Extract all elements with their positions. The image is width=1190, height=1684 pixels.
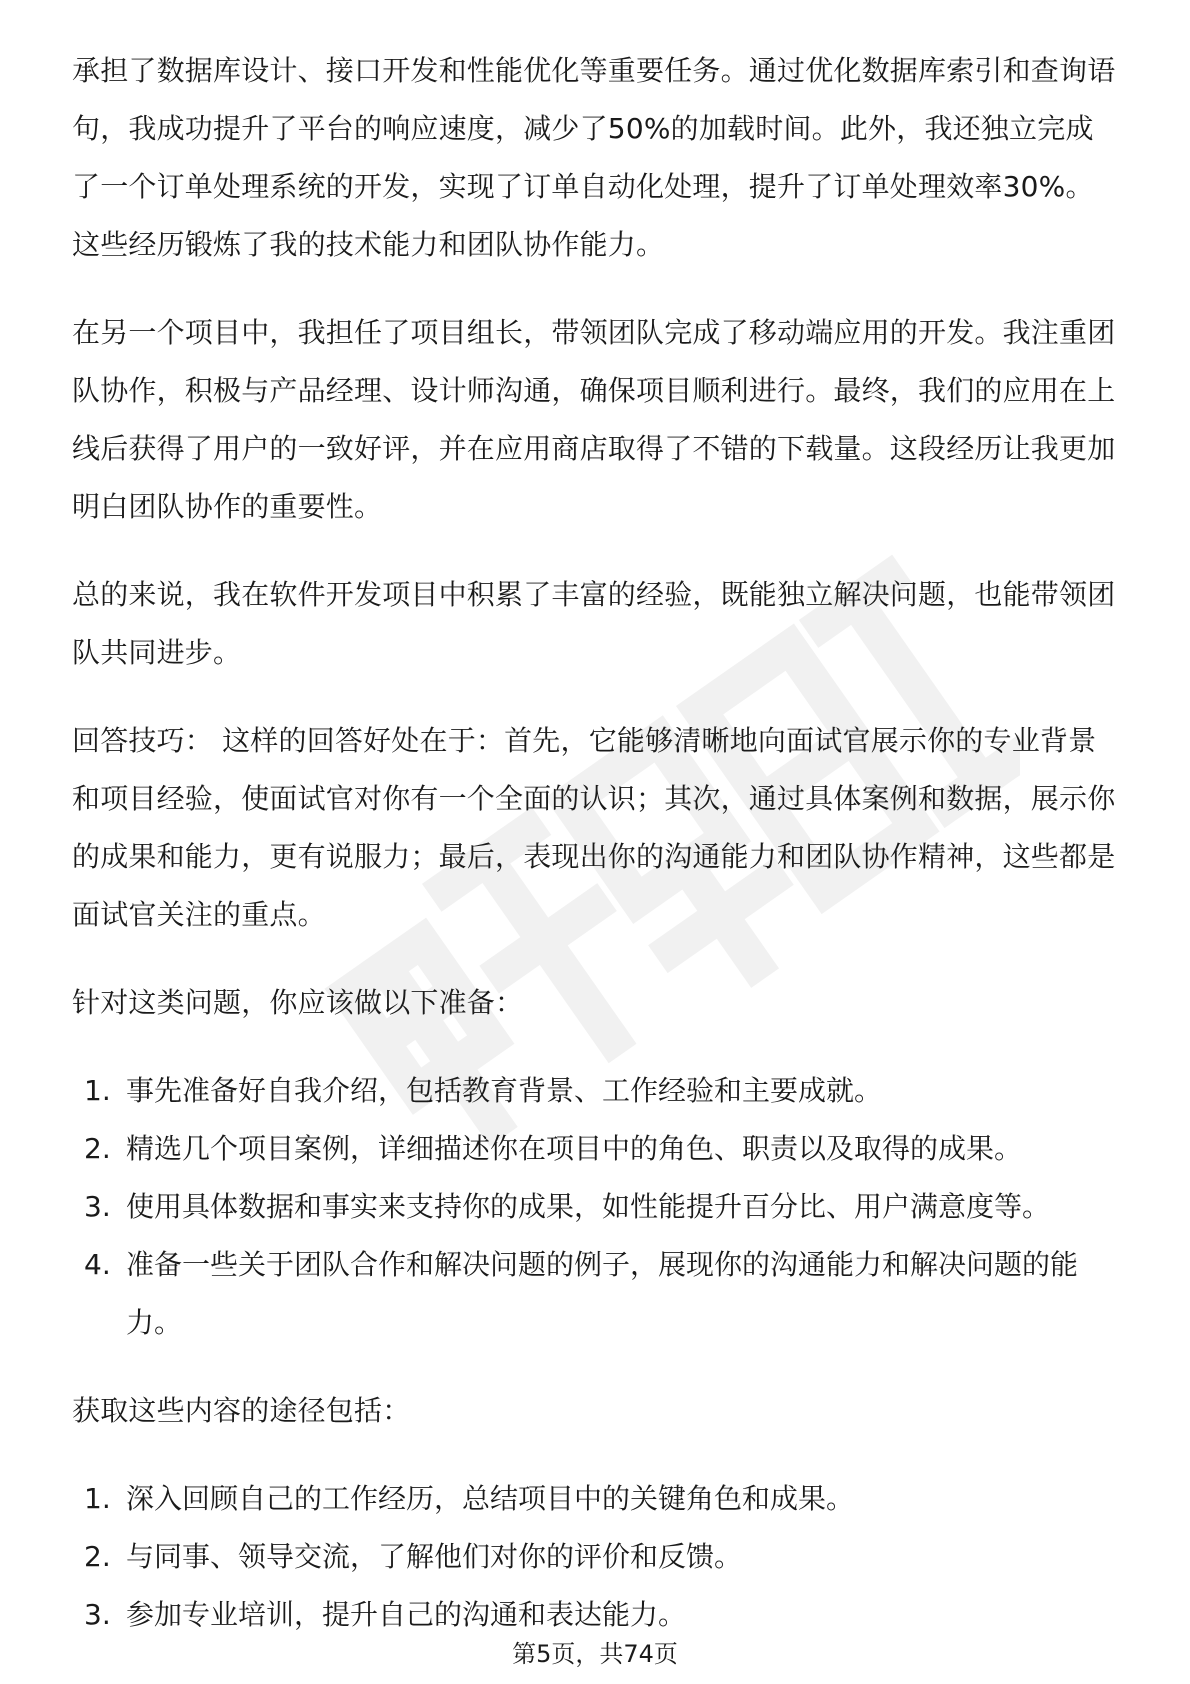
list-number: 2. bbox=[84, 1132, 111, 1165]
list-item-text: 精选几个项目案例，详细描述你在项目中的角色、职责以及取得的成果。 bbox=[126, 1132, 1023, 1165]
list-number: 3. bbox=[84, 1190, 111, 1223]
list-item bbox=[72, 1470, 1118, 1528]
paragraph-team-lead: 在另一个项目中，我担任了项目组长，带领团队完成了移动端应用的开发。我注重团队协作，积极与产品经理、设计师沟通，确保项目顺利进行。最终，我们的应用在上线后获得了用户的一致好评，并在应用商店取得了不错的下载量。这段经历让我更加明白团队协作的重要性。 bbox=[72, 316, 1116, 523]
list-item bbox=[72, 1120, 1118, 1178]
list-item bbox=[72, 1178, 1118, 1236]
list-item bbox=[72, 1236, 1118, 1352]
list-item-text: 与同事、领导交流，了解他们对你的评价和反馈。 bbox=[126, 1540, 743, 1573]
list-item-text: 参加专业培训，提升自己的沟通和表达能力。 bbox=[126, 1598, 687, 1631]
page-footer: 第5页，共74页 bbox=[512, 1640, 678, 1668]
list-number: 4. bbox=[84, 1248, 111, 1281]
list-number: 2. bbox=[84, 1540, 111, 1573]
list-item-text: 准备一些关于团队合作和解决问题的例子，展现你的沟通能力和解决问题的能力。 bbox=[126, 1248, 1079, 1339]
list-item bbox=[72, 1528, 1118, 1586]
paragraph-sources-heading: 获取这些内容的途径包括： bbox=[72, 1394, 411, 1427]
list-item-text: 使用具体数据和事实来支持你的成果，如性能提升百分比、用户满意度等。 bbox=[126, 1190, 1051, 1223]
paragraph-summary: 总的来说，我在软件开发项目中积累了丰富的经验，既能独立解决问题，也能带领团队共同进步。 bbox=[72, 578, 1116, 669]
page-content bbox=[72, 42, 1118, 1674]
paragraph-prep-heading: 针对这类问题，你应该做以下准备： bbox=[72, 986, 524, 1019]
list-number: 1. bbox=[84, 1482, 111, 1515]
list-item bbox=[72, 1062, 1118, 1120]
paragraph-project-experience: 承担了数据库设计、接口开发和性能优化等重要任务。通过优化数据库索引和查询语句，我成功提升了平台的响应速度，减少了50%的加载时间。此外，我还独立完成了一个订单处理系统的开发，实现了订单自动化处理，提升了订单处理效率30%。这些经历锻炼了我的技术能力和团队协作能力。 bbox=[72, 54, 1116, 261]
list-item-text: 事先准备好自我介绍，包括教育背景、工作经验和主要成就。 bbox=[126, 1074, 883, 1107]
sources-list bbox=[72, 1470, 1118, 1644]
list-number: 3. bbox=[84, 1598, 111, 1631]
prep-list bbox=[72, 1062, 1118, 1352]
list-item-text: 深入回顾自己的工作经历，总结项目中的关键角色和成果。 bbox=[126, 1482, 855, 1515]
paragraph-answer-tips: 回答技巧： 这样的回答好处在于：首先，它能够清晰地向面试官展示你的专业背景和项目经验，使面试官对你有一个全面的认识；其次，通过具体案例和数据，展示你的成果和能力，更有说服力；最后，表现出你的沟通能力和团队协作精神，这些都是面试官关注的重点。 bbox=[72, 724, 1116, 931]
list-number: 1. bbox=[84, 1074, 111, 1107]
